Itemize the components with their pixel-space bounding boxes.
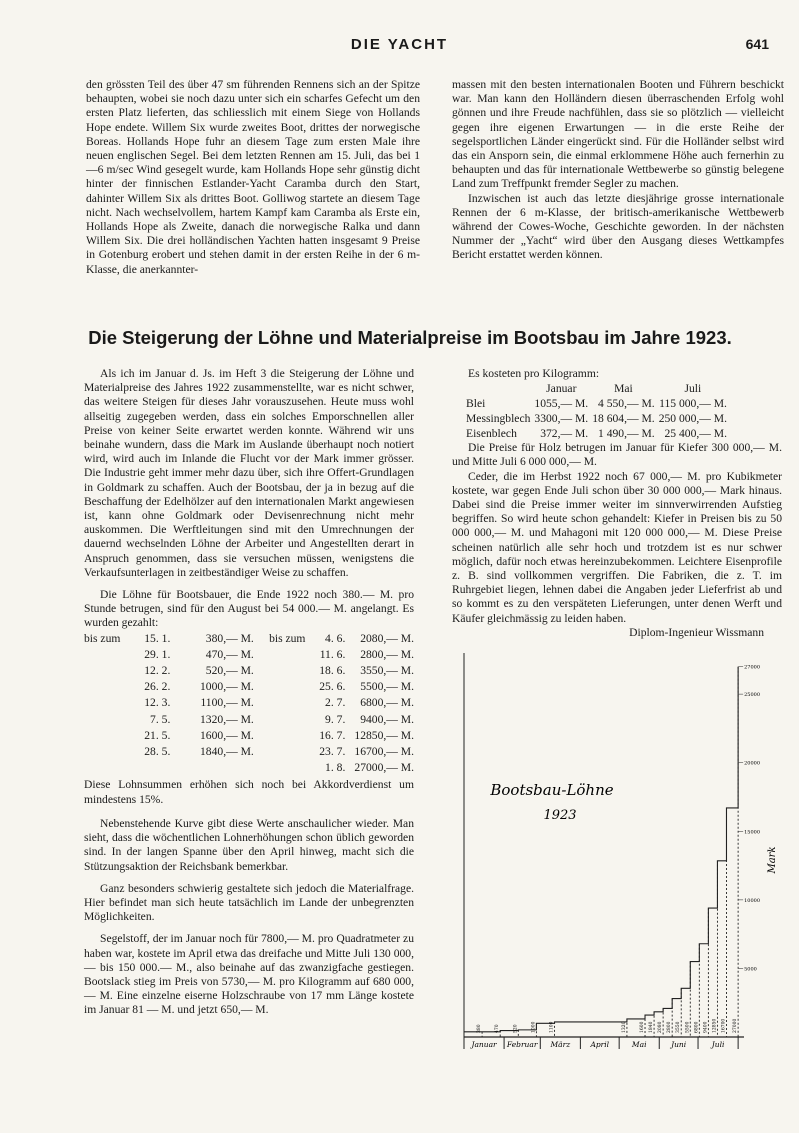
wage-prefix: bis zum: [84, 631, 121, 645]
wage-point-label: 16700: [721, 1018, 727, 1033]
price-intro: Es kosteten pro Kilogramm:: [468, 367, 600, 380]
wage-spacer: [254, 760, 306, 776]
article-left-column: [84, 367, 414, 1026]
prev-article-paragraph: massen mit den besten internationalen Booten und Führern beschickt war. Man kann den Holländern diesen überraschenden Erfolg wohl gönnen und ihre Freude nachfühlen, dass sie so plötzlich — vielleicht gegen ihre eigenen Erwartungen — in die erste Reihe der segelsportlichen Länder eingerückt sind. Für die Holländer selbst wird das ein Ansporn sein, die einmal erklommene Höhe auch fernerhin zu behaupten und das für internationale Wettbewerbe so günstig belegene Land zum Treffpunkt fremder Segler zu machen.: [452, 78, 784, 191]
wage-point-label: 1840: [649, 1021, 655, 1033]
wage-spacer: [254, 647, 306, 663]
wage-amount: 16700,— M.: [354, 745, 414, 759]
prev-article-paragraph: den grössten Teil des über 47 sm führenden Rennens sich an der Spitze behaupten, wobei sie noch dazu unter sich ein scharfes Gefecht um den ersten Platz lieferten, das schliesslich mit einem Siege von Hollands Hope endete. Willem Six wurde zweites Boot, drittes der norwegische Boreas. Hollands Hope fuhr an diesem Tage zum ersten Male ihre neuen englischen Segel. Bei dem letzten Rennen am 15. Juli, das bei 1—6 m/sec Wind gesegelt wurde, kam Hollands Hope sehr günstig dicht hinter der finnischen Estlander-Yacht Caramba durch den Start, dahinter Willem Six als drittes Boot. Golliwog startete an diesem Tage nicht. Nach wechselvollem, hartem Kampf kam Caramba als Erste ein, Hollands Hope als Zweite, danach die norwegische Ralka und dann Willem Six. Die drei holländischen Yachten hatten insgesamt 9 Preise in Gotenburg erobert und stehen damit in der ersten Reihe in der 6 m-Klasse, die anerkannter-: [86, 78, 420, 276]
wage-spacer: [84, 760, 125, 776]
wage-amount: 5500,— M.: [360, 680, 414, 694]
wage-date: 28. 5.: [144, 745, 171, 759]
wage-spacer: [170, 760, 253, 776]
wage-spacer: [254, 679, 306, 695]
wage-spacer: [254, 695, 306, 711]
article-paragraph: Diese Lohnsummen erhöhen sich noch bei Akkordverdienst um mindestens 15%.: [84, 778, 414, 806]
page-number: 641: [745, 36, 769, 52]
journal-title: DIE YACHT: [350, 36, 449, 53]
wage-table: [84, 631, 414, 777]
wage-point-label: 9400: [703, 1021, 709, 1033]
wage-row: [84, 647, 414, 663]
wage-amount: 3550,— M.: [360, 664, 414, 678]
month-label: April: [590, 1040, 610, 1049]
wage-date: 26. 2.: [144, 680, 171, 694]
wage-amount: 1320,— M.: [200, 712, 254, 726]
wage-point-label: 6800: [694, 1021, 700, 1033]
price-cell: 372,— M.: [540, 427, 589, 441]
wage-spacer: [125, 760, 170, 776]
wage-step-line: [464, 667, 738, 1032]
price-row: [466, 396, 731, 411]
wage-amount: 12850,— M.: [354, 728, 414, 742]
month-label: Juni: [671, 1040, 687, 1049]
wage-row: [84, 728, 414, 744]
article-paragraph: Segelstoff, der im Januar noch für 7800,— M. pro Quadratmeter zu haben war, kostete im April etwa das dreifache und Mitte Juli 130 000,— bis 150 000.— M., also beinahe auf das zwanzigfache gestiegen. Bootslack stieg im Preis von 5730,— M. pro Kilogramm auf 680 000,— M. Eine einzelne eiserne Holzschraube von 17 mm Länge kostete im Januar 81 — M. und jetzt 650,— M.: [84, 932, 414, 1017]
wage-row: [84, 744, 414, 760]
price-cell: 3300,— M.: [534, 412, 589, 426]
chart-title: Bootsbau-Löhne: [490, 781, 614, 799]
wage-amount: 1600,— M.: [200, 728, 254, 742]
wage-prefix: bis zum: [269, 631, 306, 645]
wage-date: 18. 6.: [319, 664, 346, 678]
wage-date: 9. 7.: [325, 712, 346, 726]
article-paragraph: Die Preise für Holz betrugen im Januar für Kiefer 300 000,— M. und Mitte Juli 6 000 000,— M.: [452, 441, 782, 469]
wage-point-label: 470: [495, 1024, 501, 1033]
material-name: Eisenblech: [466, 427, 517, 441]
wage-point-label: 3550: [676, 1021, 682, 1033]
wage-amount: 6800,— M.: [360, 696, 414, 710]
material-name: Blei: [466, 397, 486, 411]
wage-date: 4. 6.: [325, 631, 346, 645]
wage-point-label: 2800: [667, 1021, 673, 1033]
wage-amount: 1000,— M.: [200, 680, 254, 694]
wage-row: [84, 679, 414, 695]
material-name: Messingblech: [466, 412, 531, 426]
price-column-header: Mai: [614, 382, 633, 396]
month-label: Juli: [711, 1040, 725, 1049]
y-tick-label: 27000: [744, 664, 761, 671]
running-header: [0, 36, 799, 56]
prev-article-paragraph: Inzwischen ist auch das letzte diesjährige grosse internationale Rennen der 6 m-Klasse, der britisch-amerikanische Wettbewerb während der Cowes-Woche, Geschichte geworden. In der nächsten Nummer der „Yacht“ wird über den Ausgang dieses Wettkampfes Bericht erstattet werden können.: [452, 191, 784, 262]
wage-row: [84, 663, 414, 679]
wage-row: [84, 712, 414, 728]
wage-amount: 380,— M.: [205, 631, 254, 645]
article-headline: Die Steigerung der Löhne und Materialpreise im Bootsbau im Jahre 1923.: [88, 327, 732, 348]
article-paragraph: Ganz besonders schwierig gestaltete sich jedoch die Materialfrage. Hier befindet man sich heute tatsächlich im Lande der unbegrenzten Möglichkeiten.: [84, 881, 414, 924]
article-paragraph: Nebenstehende Kurve gibt diese Werte anschaulicher wieder. Man sieht, dass die wöchentlichen Lohnerhöhungen schon üblich geworden sind. In der langen Spanne über den April hinweg, macht sich die Stützungsaktion der Reichsbank bemerkbar.: [84, 816, 414, 873]
wage-amount: 1840,— M.: [200, 745, 254, 759]
price-row: [466, 426, 731, 441]
wage-amount: 470,— M.: [205, 647, 254, 661]
prev-article-right-column: [452, 78, 784, 263]
price-cell: 18 604,— M.: [592, 412, 655, 426]
y-tick-label: 10000: [744, 897, 761, 904]
author-signature: Diplom-Ingenieur Wissmann: [629, 625, 764, 639]
wage-chart: [442, 645, 787, 1065]
wage-spacer: [84, 695, 125, 711]
chart-y-axis-label: Mark: [767, 846, 778, 874]
wage-point-label: 5500: [685, 1021, 691, 1033]
wage-date: 12. 2.: [144, 664, 171, 678]
article-paragraph: Die Löhne für Bootsbauer, die Ende 1922 noch 380.— M. pro Stunde betrugen, sind für den August bei 54 000.— M. angelangt. Es wurden gezahlt:: [84, 588, 414, 630]
wage-date: 1. 8.: [325, 761, 346, 775]
wage-amount: 520,— M.: [205, 664, 254, 678]
price-cell: 25 400,— M.: [664, 427, 727, 441]
price-cell: 250 000,— M.: [658, 412, 727, 426]
wage-point-label: 2080: [658, 1021, 664, 1033]
month-label: Januar: [471, 1040, 497, 1049]
price-table: [466, 381, 731, 441]
wage-row: [84, 760, 414, 776]
wage-spacer: [254, 744, 306, 760]
article-paragraph: Ceder, die im Herbst 1922 noch 67 000,— M. pro Kubikmeter kostete, war gegen Ende Juli schon über 30 000 000,— Mark hinaus. Dabei sind die Preise immer weiter im sinnverwirrenden Aufstieg begriffen. So wird heute schon gehandelt: Kiefer in Preisen bis zu 50 000 000,— M. und Mahagoni mit 120 000 000,— M. Diese Preise scheinen natürlich alle sehr hoch und trotzdem ist es nur schwer möglich, dafür noch etwas hereinzubekommen. Leichtere Eisenprofile z. B. sind vollkommen vergriffen. Die Fabriken, die z. T. im Ruhrgebiet liegen, lehnen dabei die Angaben jeder Lieferfrist ab und so kommt es zu den verspäteten Lieferungen, unter denen Werft und Käufer gleichmässig zu leiden haben.: [452, 469, 782, 625]
article-right-column: [452, 367, 782, 640]
wage-date: 12. 3.: [144, 696, 171, 710]
wage-spacer: [254, 728, 306, 744]
wage-spacer: [254, 663, 306, 679]
wage-spacer: [254, 712, 306, 728]
wage-date: 15. 1.: [144, 631, 171, 645]
article-paragraph: Als ich im Januar d. Js. im Heft 3 die Steigerung der Löhne und Materialpreise des Jahres 1922 zusammenstellte, war es nicht schwer, das weitere Steigen für dieses Jahr vorauszusehen. Heute muss wohl allseitig zugegeben werden, dass ein solches Emporschnellen aller Preise von keiner Seite erwartet werden konnte. Während wir uns beinahe wundern, dass die Mark im Auslande überhaupt noch notiert wird, wird auch im Inlande die Flucht vor der Mark immer grösser. Die Industrie geht immer mehr dazu über, sich ihre Offert-Grundlagen in Goldmark zu schaffen. Auch der Bootsbau, der ja in bezug auf die Beschaffung der Edelhölzer auf den internationalen Markt angewiesen ist, kann ohne Goldmark oder Devisenrechnung nicht mehr auskommen. Die Werftleitungen sind mit den Umrechnungen der dauernd wechselnden Löhne der Arbeiter und Angestellten derart in Anspruch genommen, dass sie versuchen müssen, wenigstens die Verkaufsunterlagen in zeitbeständiger Weise zu schaffen.: [84, 367, 414, 579]
wage-amount: 2800,— M.: [360, 647, 414, 661]
wage-point-label: 1100: [549, 1021, 555, 1033]
wage-amount: 27000,— M.: [354, 761, 414, 775]
wage-spacer: [84, 744, 125, 760]
wage-row: [84, 631, 414, 647]
wage-point-label: 1320: [621, 1021, 627, 1033]
wage-spacer: [84, 712, 125, 728]
wage-date: 25. 6.: [319, 680, 346, 694]
price-column-header: Juli: [684, 382, 702, 396]
wage-point-label: 1000: [531, 1021, 537, 1033]
wage-point-label: 380: [477, 1024, 483, 1033]
wage-amount: 2080,— M.: [360, 631, 414, 645]
wage-point-label: 12850: [712, 1018, 718, 1033]
y-tick-label: 15000: [744, 829, 761, 836]
price-row: [466, 411, 731, 426]
wage-amount: 9400,— M.: [360, 712, 414, 726]
wage-spacer: [84, 663, 125, 679]
month-label: Februar: [506, 1040, 538, 1049]
wage-date: 11. 6.: [319, 647, 346, 661]
wage-chart-svg: [442, 645, 787, 1065]
prev-article-left-column: [86, 78, 420, 277]
wage-spacer: [84, 679, 125, 695]
month-label: Mai: [631, 1040, 647, 1049]
wage-point-label: 520: [513, 1024, 519, 1033]
wage-date: 16. 7.: [319, 728, 346, 742]
wage-point-label: 27000: [733, 1018, 739, 1033]
price-cell: 1 490,— M.: [598, 427, 655, 441]
wage-date: 7. 5.: [150, 712, 171, 726]
wage-row: [84, 695, 414, 711]
price-cell: 115 000,— M.: [659, 397, 727, 411]
month-label: März: [550, 1040, 571, 1049]
chart-subtitle: 1923: [543, 808, 577, 823]
wage-point-label: 1600: [640, 1021, 646, 1033]
wage-date: 2. 7.: [325, 696, 346, 710]
y-tick-label: 20000: [744, 760, 761, 767]
price-cell: 1055,— M.: [534, 397, 589, 411]
wage-spacer: [84, 647, 125, 663]
wage-date: 29. 1.: [144, 647, 171, 661]
wage-date: 21. 5.: [144, 728, 171, 742]
wage-spacer: [84, 728, 125, 744]
y-tick-label: 5000: [744, 966, 757, 973]
wage-amount: 1100,— M.: [200, 696, 254, 710]
price-column-header: Januar: [546, 382, 577, 396]
wage-date: 23. 7.: [319, 745, 346, 759]
y-tick-label: 25000: [744, 692, 761, 699]
price-cell: 4 550,— M.: [598, 397, 655, 411]
